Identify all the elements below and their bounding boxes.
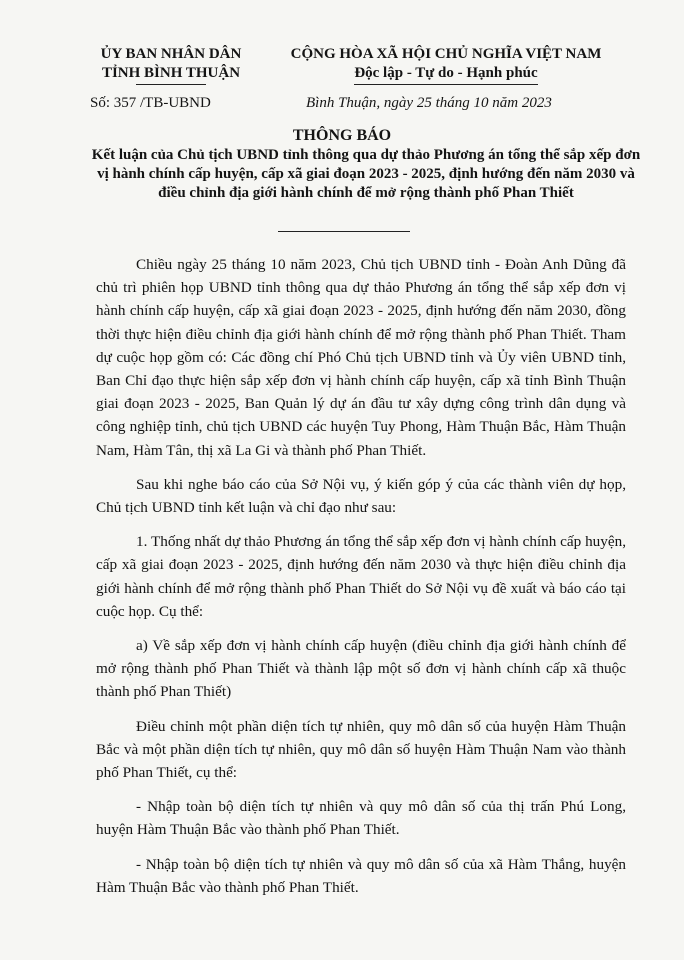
nation-motto: Độc lập - Tự do - Hạnh phúc bbox=[354, 64, 537, 85]
place-date: Bình Thuận, ngày 25 tháng 10 năm 2023 bbox=[306, 95, 552, 111]
subtitle-rule bbox=[278, 231, 410, 232]
paragraph: Chiều ngày 25 tháng 10 năm 2023, Chủ tịch UBND tỉnh - Đoàn Anh Dũng đã chủ trì phiên họp UBND tỉnh thông qua dự thảo Phương án tổng thể sắp xếp đơn vị hành chính cấp huyện, cấp xã giai đoạn 2023 - 2025, định hướng đến năm 2030, đồng thời thực hiện điều chỉnh địa giới hành chính để mở rộng thành phố Phan Thiết. Tham dự cuộc họp gồm có: Các đồng chí Phó Chủ tịch UBND tỉnh và Ủy viên UBND tỉnh, Ban Chỉ đạo thực hiện sắp xếp đơn vị hành chính cấp huyện, cấp xã tỉnh Bình Thuận giai đoạn 2023 - 2025, Ban Quản lý dự án đầu tư xây dựng công trình dân dụng và công nghiệp tỉnh, chủ tịch UBND các huyện Tuy Phong, Hàm Thuận Bắc, Hàm Thuận Nam, Hàm Tân, thị xã La Gi và thành phố Phan Thiết. bbox=[96, 256, 626, 459]
document-subtitle: Kết luận của Chủ tịch UBND tỉnh thông qua dự thảo Phương án tổng thể sắp xếp đơn vị hành chính cấp huyện, cấp xã giai đoạn 2023 - 2025, định hướng đến năm 2030 và điều chỉnh địa giới hành chính để mở rộng thành phố Phan Thiết bbox=[91, 147, 641, 201]
nation-line-1: CỘNG HÒA XÃ HỘI CHỦ NGHĨA VIỆT NAM bbox=[290, 46, 602, 62]
agency-line-1: ỦY BAN NHÂN DÂN bbox=[100, 46, 242, 62]
issuing-agency bbox=[86, 45, 256, 85]
paragraph: - Nhập toàn bộ diện tích tự nhiên và quy mô dân số của xã Hàm Thắng, huyện Hàm Thuận Bắc vào thành phố Phan Thiết. bbox=[96, 855, 626, 896]
agency-line-2: TỈNH BÌNH THUẬN bbox=[101, 65, 241, 81]
paragraph: - Nhập toàn bộ diện tích tự nhiên và quy mô dân số của thị trấn Phú Long, huyện Hàm Thuận Bắc vào thành phố Phan Thiết. bbox=[96, 798, 626, 839]
document-number: Số: 357 /TB-UBND bbox=[90, 95, 211, 111]
document-body bbox=[96, 253, 626, 899]
paragraph: Điều chỉnh một phần diện tích tự nhiên, quy mô dân số của huyện Hàm Thuận Bắc và một phần diện tích tự nhiên, quy mô dân số huyện Hàm Thuận Nam vào thành phố Phan Thiết, cụ thể: bbox=[96, 717, 626, 782]
agency-underline bbox=[136, 84, 206, 85]
paragraph: 1. Thống nhất dự thảo Phương án tổng thể sắp xếp đơn vị hành chính cấp huyện, cấp xã giai đoạn 2023 - 2025, định hướng đến năm 2030 và thực hiện điều chỉnh địa giới hành chính để mở rộng thành phố Phan Thiết do Sở Nội vụ đề xuất và báo cáo tại cuộc họp. Cụ thể: bbox=[96, 533, 626, 620]
national-header bbox=[266, 45, 626, 85]
document-title: THÔNG BÁO bbox=[292, 127, 392, 144]
paragraph: Sau khi nghe báo cáo của Sở Nội vụ, ý kiến góp ý của các thành viên dự họp, Chủ tịch UBND tỉnh kết luận và chỉ đạo như sau: bbox=[96, 475, 626, 517]
paragraph: a) Về sắp xếp đơn vị hành chính cấp huyện (điều chỉnh địa giới hành chính để mở rộng thành phố Phan Thiết và thành lập một số đơn vị hành chính cấp xã thuộc thành phố Phan Thiết) bbox=[96, 637, 626, 701]
